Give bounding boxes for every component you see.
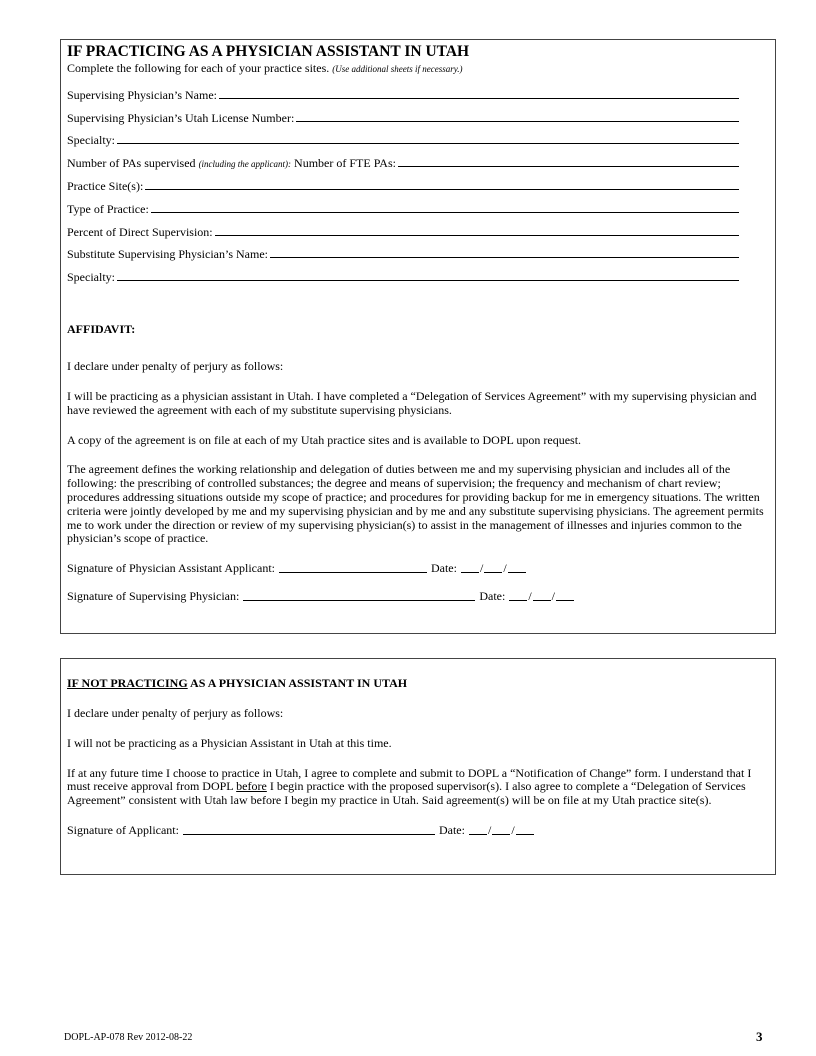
pa-signature-input[interactable] [279, 572, 427, 573]
applicant-signature-row: Signature of Applicant: Date: / / [67, 823, 767, 838]
applicant-date-year-input[interactable] [516, 834, 534, 835]
supervising-physician-name-input[interactable] [219, 98, 739, 99]
pa-date-month-input[interactable] [461, 572, 479, 573]
pa-date-year-input[interactable] [508, 572, 526, 573]
applicant-date-day-input[interactable] [492, 834, 510, 835]
supervising-physician-name-field: Supervising Physician’s Name: [67, 80, 767, 103]
not-practicing-title: IF NOT PRACTICING AS A PHYSICIAN ASSISTANT IN UTAH [67, 676, 408, 690]
not-practicing-statement: I will not be practicing as a Physician Assistant in Utah at this time. [67, 735, 392, 750]
type-of-practice-input[interactable] [151, 212, 739, 213]
instructions-note: (Use additional sheets if necessary.) [332, 64, 463, 74]
practice-sites-field: Practice Site(s): [67, 171, 767, 194]
practicing-section [60, 39, 776, 634]
substitute-physician-name-input[interactable] [270, 257, 739, 258]
substitute-specialty-input[interactable] [117, 280, 739, 281]
applicant-date-month-input[interactable] [469, 834, 487, 835]
supervising-signature-input[interactable] [243, 600, 475, 601]
pa-date-day-input[interactable] [484, 572, 502, 573]
future-practice-paragraph: If at any future time I choose to practice in Utah, I agree to complete and submit to DOPL a “Notification of Change” form. I understand that I must receive approval from DOPL before I begin practice with the proposed supervisor(s). I also agree to complete a “Delegation of Services Agreement” consistent with Utah law before I begin my practice in Utah. Said agreement(s) will be on file at my Utah practice site(s). [67, 765, 752, 808]
supervising-signature-row: Signature of Supervising Physician: Date: / / [67, 589, 767, 604]
affidavit-paragraph-copy: A copy of the agreement is on file at each of my Utah practice sites and is available to DOPL upon request. [67, 432, 582, 447]
practice-sites-input[interactable] [145, 189, 739, 190]
affidavit-paragraph-practicing: I will be practicing as a physician assistant in Utah. I have completed a “Delegation of Services Agreement” with my supervising physician and have reviewed the agreement with each of my substitute supervising physicians. [67, 388, 757, 417]
percent-direct-supervision-input[interactable] [215, 235, 739, 236]
applicant-signature-input[interactable] [183, 834, 435, 835]
affidavit-paragraph-agreement: The agreement defines the working relationship and delegation of duties between me and my supervising physician and includes all of the following: the prescribing of controlled substances; the degree and means of supervision; the frequency and mechanism of chart review; procedures addressing situations outside my scope of practice; and procedures for providing backup for me in emergency situations. The written criteria were jointly developed by me and my supervising physician and by me and any substitute supervising physicians. The agreement permits me to work under the direction or review of my supervising physician(s) to assist in the management of illnesses and injuries common to the physician’s scope of practice. [67, 462, 764, 546]
number-of-fte-pas-input[interactable] [398, 166, 739, 167]
affidavit-heading: AFFIDAVIT: [67, 322, 136, 337]
specialty-input[interactable] [117, 143, 739, 144]
section-instructions: Complete the following for each of your practice sites. (Use additional sheets if necessary.) [67, 61, 463, 75]
supervising-date-day-input[interactable] [533, 600, 551, 601]
affidavit-declaration: I declare under penalty of perjury as follows: [67, 359, 284, 374]
license-number-input[interactable] [296, 121, 739, 122]
not-practicing-declaration: I declare under penalty of perjury as follows: [67, 706, 284, 720]
pa-signature-row: Signature of Physician Assistant Applicant: Date: / / [67, 561, 767, 576]
form-id: DOPL-AP-078 Rev 2012-08-22 [64, 1032, 193, 1043]
license-number-field: Supervising Physician’s Utah License Number: [67, 103, 767, 126]
number-of-pas-field: Number of PAs supervised (including the applicant): Number of FTE PAs: [67, 148, 767, 171]
type-of-practice-field: Type of Practice: [67, 194, 767, 217]
substitute-specialty-field: Specialty: [67, 262, 767, 285]
percent-direct-supervision-field: Percent of Direct Supervision: [67, 217, 767, 240]
supervising-date-month-input[interactable] [509, 600, 527, 601]
section-title: IF PRACTICING AS A PHYSICIAN ASSISTANT IN UTAH [67, 43, 470, 60]
page-number: 3 [756, 1029, 763, 1044]
substitute-physician-name-field: Substitute Supervising Physician’s Name: [67, 240, 767, 263]
specialty-field: Specialty: [67, 126, 767, 149]
not-practicing-section [60, 658, 776, 875]
supervising-date-year-input[interactable] [556, 600, 574, 601]
